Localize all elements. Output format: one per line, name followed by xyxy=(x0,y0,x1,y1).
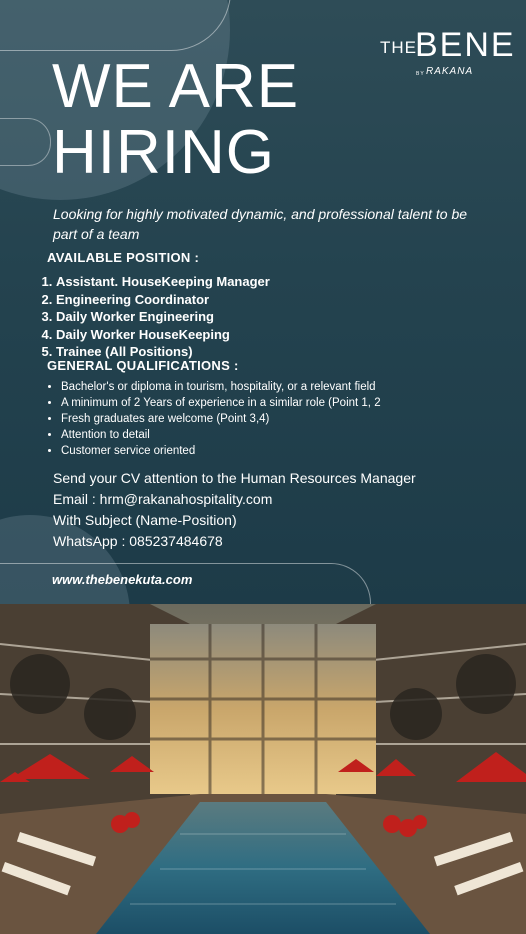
headline xyxy=(52,54,299,186)
list-item: 3. Daily Worker Engineering xyxy=(56,308,270,326)
decor-outline xyxy=(0,0,231,51)
list-item: 4. Daily Worker HouseKeeping xyxy=(56,326,270,344)
list-item: 2. Engineering Coordinator xyxy=(56,291,270,309)
list-item: 1. Assistant. HouseKeeping Manager xyxy=(56,273,270,291)
list-item: • Bachelor's or diploma in tourism, hospitality, or a relevant field xyxy=(61,379,381,395)
contact-email[interactable]: Email : hrm@rakanahospitality.com xyxy=(53,491,273,507)
positions-list xyxy=(42,273,270,361)
logo-by: BY xyxy=(416,71,425,77)
logo-bene: BENE xyxy=(415,26,516,64)
headline-line2: HIRING xyxy=(52,118,275,187)
qualifications-list xyxy=(49,379,381,459)
contact-block xyxy=(53,468,416,552)
logo-the: THE xyxy=(380,38,417,57)
list-item: • Attention to detail xyxy=(61,427,381,443)
list-item: • Customer service oriented xyxy=(61,443,381,459)
logo-brand: RAKANA xyxy=(426,66,474,77)
hotel-pool-image xyxy=(0,604,526,934)
tagline: Looking for highly motivated dynamic, and professional talent to be part of a team xyxy=(53,206,468,242)
qualifications-heading: GENERAL QUALIFICATIONS : xyxy=(47,358,239,373)
contact-instruction: Send your CV attention to the Human Resources Manager xyxy=(53,470,416,486)
list-item: 5. Trainee (All Positions) xyxy=(56,343,270,361)
list-item: • A minimum of 2 Years of experience in a similar role (Point 1, 2 xyxy=(61,395,381,411)
list-item: • Fresh graduates are welcome (Point 3,4) xyxy=(61,411,381,427)
contact-whatsapp[interactable]: WhatsApp : 085237484678 xyxy=(53,533,223,549)
headline-line1: WE ARE xyxy=(52,52,300,121)
website-link[interactable]: www.thebenekuta.com xyxy=(52,572,193,587)
contact-subject: With Subject (Name-Position) xyxy=(53,512,237,528)
decor-outline xyxy=(0,118,51,166)
brand-logo xyxy=(380,26,516,80)
positions-heading: AVAILABLE POSITION : xyxy=(47,250,200,265)
